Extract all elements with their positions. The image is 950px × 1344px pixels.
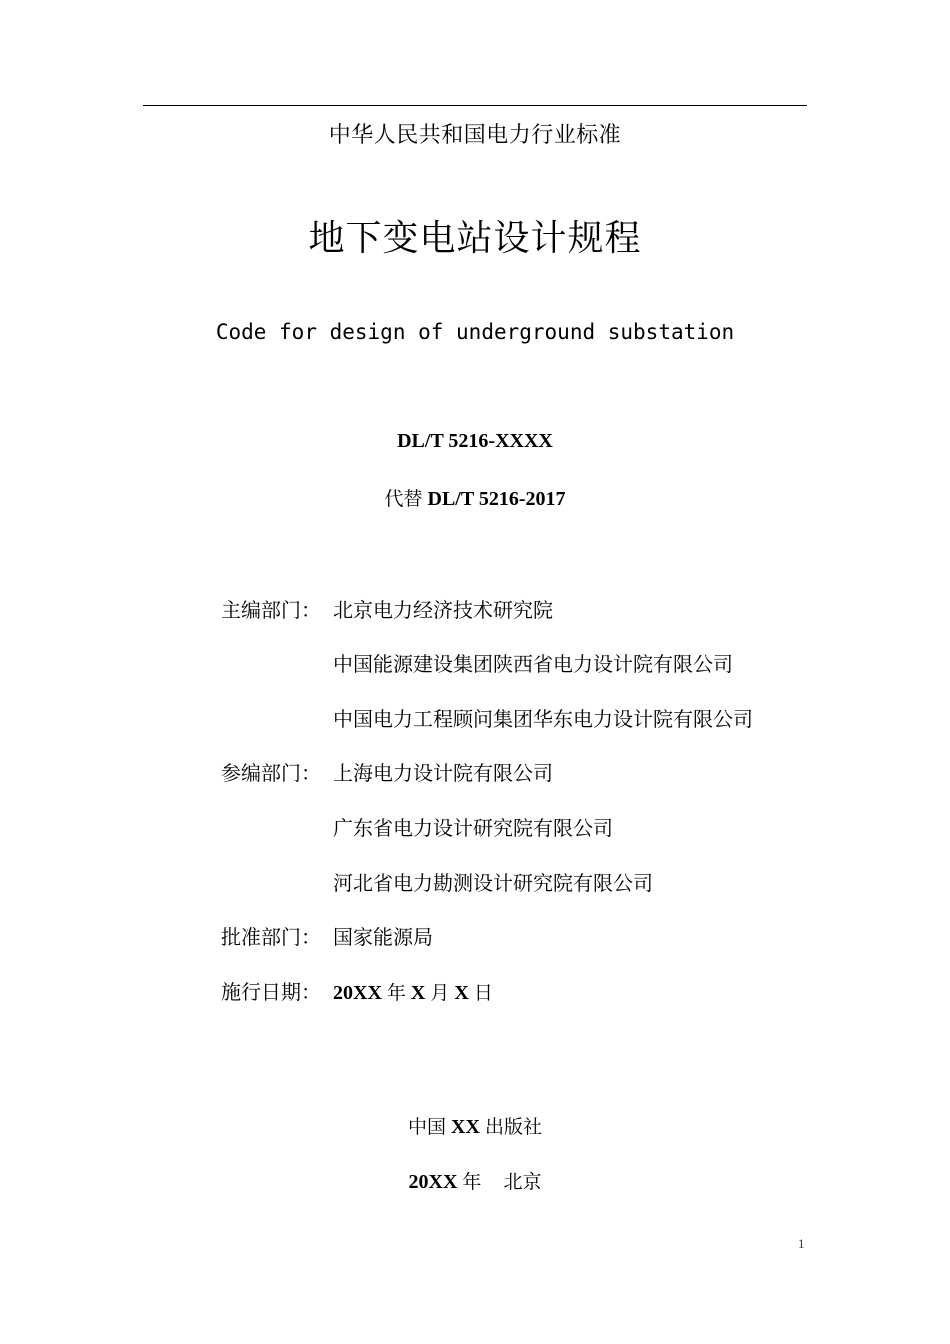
co-editor-row xyxy=(221,757,821,786)
effective-year: 20XX xyxy=(333,982,382,1004)
standard-category: 中华人民共和国电力行业标准 xyxy=(328,123,622,148)
publication-year: 20XX xyxy=(408,1171,458,1193)
top-rule xyxy=(143,105,807,106)
title-english: Code for design of underground substation xyxy=(215,320,735,344)
replaces-code: DL/T 5216-2017 xyxy=(427,488,566,510)
replaces-label: 代替 xyxy=(384,488,423,510)
effective-date xyxy=(333,978,493,1005)
co-editor-2: 广东省电力设计研究院有限公司 xyxy=(333,816,613,840)
effective-month: X xyxy=(410,982,426,1004)
approval-dept: 国家能源局 xyxy=(333,925,433,949)
title-chinese: 地下变电站设计规程 xyxy=(308,218,642,259)
approval-label: 批准部门： xyxy=(221,925,321,949)
approval-row xyxy=(221,921,821,950)
publisher-code: XX xyxy=(451,1116,480,1138)
publisher-prefix: 中国 xyxy=(408,1116,447,1138)
publication-city: 北京 xyxy=(503,1171,542,1193)
effective-label: 施行日期： xyxy=(221,980,321,1004)
replaces-line xyxy=(0,484,950,511)
effective-day: X xyxy=(454,982,469,1004)
chief-editor-label: 主编部门： xyxy=(221,598,321,622)
effective-day-unit: 日 xyxy=(473,982,493,1004)
chief-editor-3: 中国电力工程顾问集团华东电力设计院有限公司 xyxy=(333,707,753,731)
publication-year-city xyxy=(0,1167,950,1194)
standard-number: DL/T 5216-XXXX xyxy=(397,430,553,452)
publisher xyxy=(0,1112,950,1139)
co-editor-label: 参编部门： xyxy=(221,761,321,785)
chief-editor-1: 北京电力经济技术研究院 xyxy=(333,598,553,622)
chief-editor-row xyxy=(221,594,821,623)
co-editor-1: 上海电力设计院有限公司 xyxy=(333,761,553,785)
chief-editor-2: 中国能源建设集团陕西省电力设计院有限公司 xyxy=(333,652,733,676)
page-number: 1 xyxy=(798,1236,805,1251)
co-editor-3: 河北省电力勘测设计研究院有限公司 xyxy=(333,871,653,895)
effective-month-unit: 月 xyxy=(430,982,450,1004)
publisher-suffix: 出版社 xyxy=(484,1116,542,1138)
effective-date-row xyxy=(221,976,821,1005)
effective-year-unit: 年 xyxy=(386,982,406,1004)
publication-year-unit: 年 xyxy=(462,1171,482,1193)
